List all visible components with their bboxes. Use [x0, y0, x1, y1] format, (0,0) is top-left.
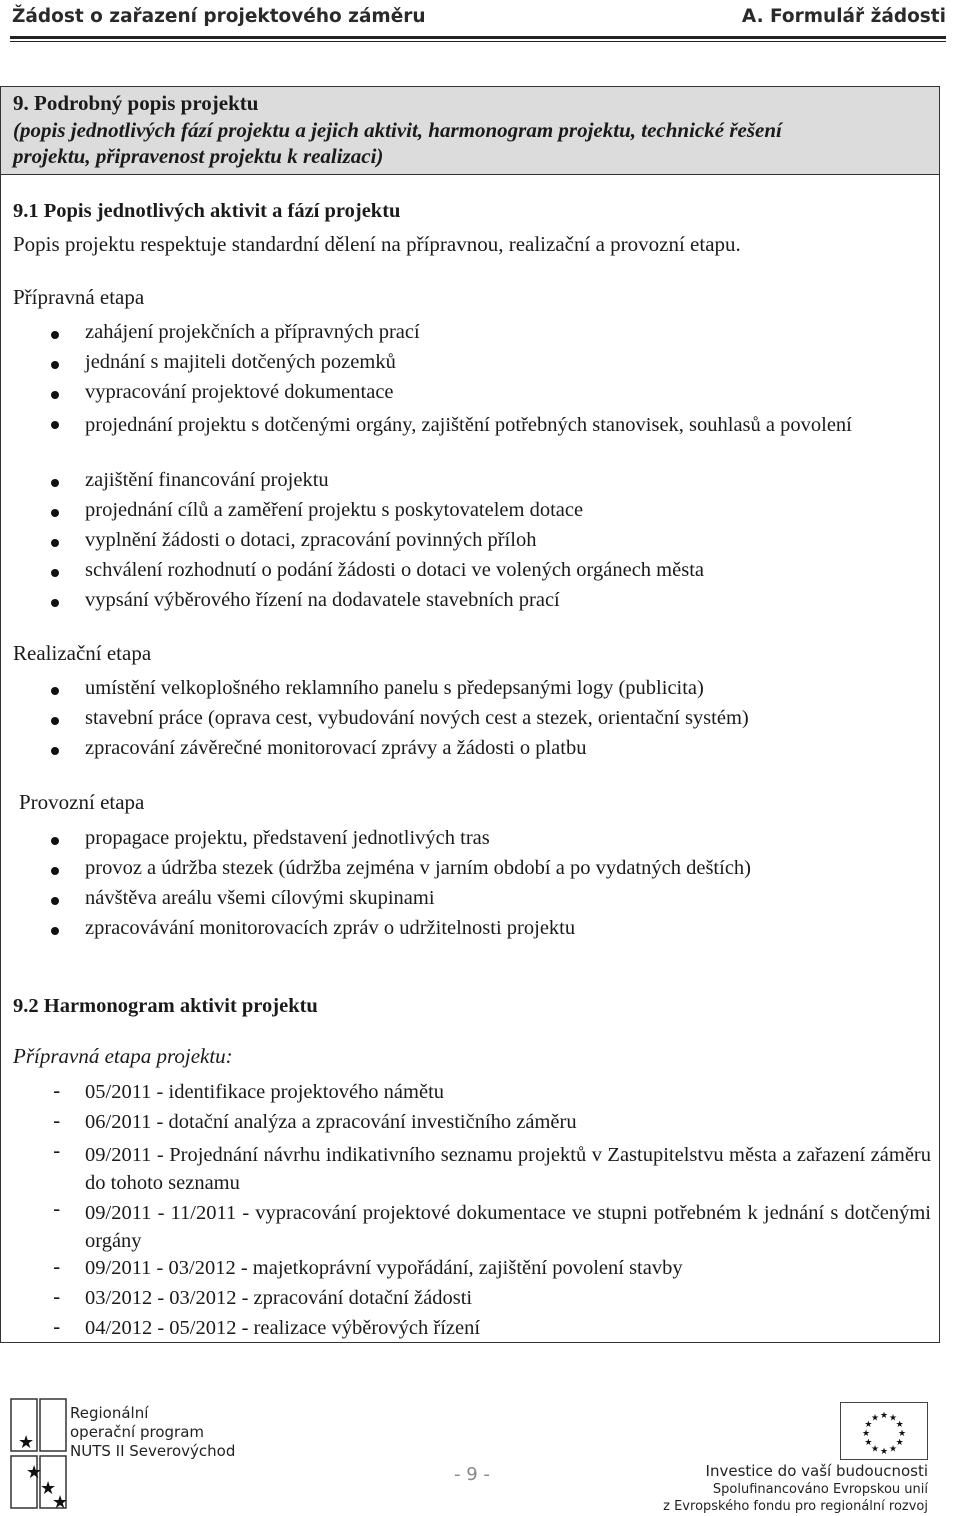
dash-icon: - — [53, 1285, 61, 1309]
subsection-heading-9-1: 9.1 Popis jednotlivých aktivit a fází projektu — [13, 200, 401, 222]
prep-stage-title: Přípravná etapa — [13, 285, 145, 309]
bullet-icon — [51, 897, 59, 905]
list-item: vypracování projektové dokumentace — [1, 381, 941, 411]
oper-stage-list — [1, 827, 941, 947]
rop-logo-icon — [10, 1398, 70, 1510]
page-footer — [0, 1392, 960, 1516]
section-subtitle-line1: (popis jednotlivých fází projektu a jejich aktivit, harmonogram projektu, technické řešení — [13, 118, 782, 142]
bullet-icon — [51, 927, 59, 935]
eu-flag-icon — [840, 1402, 928, 1460]
list-item: propagace projektu, představení jednotlivých tras — [1, 827, 941, 857]
list-item: stavební práce (oprava cest, vybudování nových cest a stezek, orientační systém) — [1, 707, 941, 737]
page-header — [12, 4, 946, 34]
bullet-icon — [51, 747, 59, 755]
list-item: zahájení projekčních a přípravných prací — [1, 321, 941, 351]
list-item: - 09/2011 - Projednání návrhu indikativního seznamu projektů v Zastupitelstvu města a zařazení záměru do tohoto seznamu — [53, 1139, 931, 1194]
bullet-icon — [51, 479, 59, 487]
eu-funding-text: Investice do vaší budoucnosti Spolufinancováno Evropskou unií z Evropského fondu pro regionální rozvoj — [663, 1462, 928, 1514]
list-item: schválení rozhodnutí o podání žádosti o dotaci ve volených orgánech města — [1, 559, 941, 589]
list-item: projednání cílů a zaměření projektu s poskytovatelem dotace — [1, 499, 941, 529]
bullet-icon — [51, 867, 59, 875]
dash-icon: - — [53, 1255, 61, 1279]
real-stage-title: Realizační etapa — [13, 641, 152, 665]
bullet-icon — [51, 539, 59, 547]
eu-star-icon: ★ — [889, 1444, 898, 1455]
svg-text:★: ★ — [52, 1492, 69, 1510]
dash-icon: - — [53, 1109, 61, 1133]
header-divider-thin — [10, 41, 946, 42]
svg-text:★: ★ — [40, 1478, 57, 1499]
list-item: - 04/2012 - 05/2012 - realizace výběrových řízení — [53, 1315, 481, 1339]
svg-text:★: ★ — [26, 1462, 43, 1483]
bullet-icon — [51, 599, 59, 607]
section-frame — [0, 86, 940, 1343]
dash-icon: - — [53, 1079, 61, 1103]
list-item: vyplnění žádosti o dotaci, zpracování povinných příloh — [1, 529, 941, 559]
list-item: zpracování závěrečné monitorovací zprávy a žádosti o platbu — [1, 737, 941, 767]
header-form-title: Žádost o zařazení projektového záměru — [12, 6, 426, 27]
eu-star-icon: ★ — [895, 1438, 904, 1448]
eu-star-icon: ★ — [864, 1438, 873, 1448]
eu-star-icon: ★ — [898, 1429, 907, 1439]
dash-icon: - — [53, 1315, 61, 1339]
eu-star-icon: ★ — [862, 1429, 871, 1439]
rop-program-name: Regionální operační program NUTS II Severovýchod — [70, 1404, 236, 1460]
eu-star-icon: ★ — [889, 1413, 898, 1424]
subsection-intro: Popis projektu respektuje standardní dělení na přípravnou, realizační a provozní etapu. — [13, 232, 741, 256]
section-title: 9. Podrobný popis projektu — [13, 91, 259, 115]
list-item: provoz a údržba stezek (údržba zejména v jarním období a po vydatných deštích) — [1, 857, 941, 887]
eu-star-icon: ★ — [864, 1420, 873, 1430]
bullet-icon — [51, 687, 59, 695]
svg-text:★: ★ — [18, 1432, 35, 1453]
list-item: - 06/2011 - dotační analýza a zpracování investičního záměru — [53, 1109, 577, 1133]
bullet-icon — [51, 717, 59, 725]
list-item: projednání projektu s dotčenými orgány, zajištění potřebných stanovisek, souhlasů a povolení — [1, 411, 941, 469]
bullet-icon — [51, 509, 59, 517]
eu-star-icon: ★ — [871, 1444, 880, 1455]
bullet-icon — [51, 569, 59, 577]
real-stage-list — [1, 677, 941, 767]
list-item: umístění velkoplošného reklamního panelu s předepsanými logy (publicita) — [1, 677, 941, 707]
list-item: - 09/2011 - 11/2011 - vypracování projektové dokumentace ve stupni potřebném k jednání s dotčenými orgány — [53, 1197, 931, 1252]
list-item: - 09/2011 - 03/2012 - majetkoprávní vypořádání, zajištění povolení stavby — [53, 1255, 683, 1279]
list-item: zpracovávání monitorovacích zpráv o udržitelnosti projektu — [1, 917, 941, 947]
list-item: - 03/2012 - 03/2012 - zpracování dotační žádosti — [53, 1285, 473, 1309]
subsection-heading-9-2: 9.2 Harmonogram aktivit projektu — [13, 995, 318, 1017]
bullet-icon — [51, 391, 59, 399]
list-item: návštěva areálu všemi cílovými skupinami — [1, 887, 941, 917]
eu-star-icon: ★ — [880, 1447, 889, 1457]
section-heading-box — [1, 87, 939, 175]
bullet-icon — [51, 361, 59, 369]
schedule-prep-title: Přípravná etapa projektu: — [13, 1044, 233, 1068]
page-number: - 9 - — [454, 1464, 490, 1485]
bullet-icon — [51, 421, 59, 429]
dash-icon: - — [53, 1197, 61, 1221]
bullet-icon — [51, 331, 59, 339]
eu-star-icon: ★ — [880, 1411, 889, 1421]
list-item: - 05/2011 - identifikace projektového námětu — [53, 1079, 445, 1103]
list-item: jednání s majiteli dotčených pozemků — [1, 351, 941, 381]
eu-star-icon: ★ — [895, 1420, 904, 1430]
schedule-list — [1, 1081, 941, 1347]
list-item: vypsání výběrového řízení na dodavatele stavebních prací — [1, 589, 941, 619]
section-subtitle-line2: projektu, připravenost projektu k realizaci) — [13, 144, 384, 168]
oper-stage-title: Provozní etapa — [19, 790, 145, 814]
eu-star-icon: ★ — [871, 1413, 880, 1424]
dash-icon: - — [53, 1139, 61, 1163]
prep-stage-list — [1, 321, 941, 619]
header-divider — [10, 36, 946, 39]
header-form-section: A. Formulář žádosti — [741, 6, 946, 27]
list-item: zajištění financování projektu — [1, 469, 941, 499]
bullet-icon — [51, 837, 59, 845]
